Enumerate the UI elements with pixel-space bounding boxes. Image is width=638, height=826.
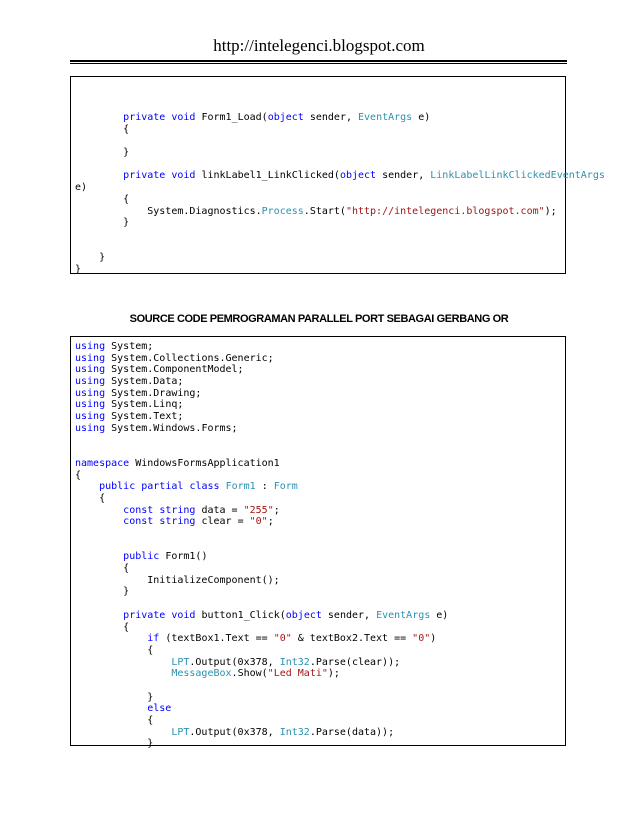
code-token: System.Linq; (105, 399, 184, 411)
code-token: using (75, 376, 106, 388)
code-token: Form (273, 481, 298, 493)
code-token: Process (261, 205, 304, 217)
code-token: class (189, 481, 220, 493)
code-token: System.Data; (105, 376, 184, 388)
code-token: } (75, 147, 130, 159)
code-token: } (75, 263, 82, 275)
code-line (75, 738, 448, 750)
code-line (75, 657, 448, 669)
code-token: InitializeComponent(); (75, 574, 280, 586)
code-box-parallel-port (70, 336, 566, 750)
code-line (75, 493, 448, 505)
code-line (75, 135, 605, 147)
code-token: WindowsFormsApplication1 (129, 457, 280, 469)
code-token: } (75, 738, 154, 750)
code-line (75, 668, 448, 680)
code-token: System; (105, 341, 154, 352)
code-token (75, 668, 171, 679)
code-token: ); (544, 205, 557, 217)
code-token: { (75, 469, 82, 481)
code-token: System.Windows.Forms; (105, 422, 238, 434)
code-token: .Output(0x378, (189, 656, 280, 668)
code-line (75, 692, 448, 704)
code-listing (75, 341, 448, 750)
code-line (75, 159, 605, 171)
code-line (75, 575, 448, 587)
code-token: object (267, 112, 304, 123)
code-token: } (75, 586, 130, 598)
code-token: .Output(0x378, (189, 726, 280, 738)
code-token: linkLabel1_LinkClicked( (195, 170, 340, 182)
code-token: "0" (412, 633, 431, 645)
code-line (75, 622, 448, 634)
code-line (75, 206, 605, 218)
code-token: Form1 (225, 481, 256, 493)
code-token: e) (75, 182, 88, 194)
code-token: "Led Mati" (267, 668, 328, 680)
code-token: string (159, 504, 196, 516)
code-token: object (285, 609, 322, 621)
code-token: { (75, 715, 154, 726)
code-token: MessageBox (171, 668, 232, 680)
code-token: System.Text; (105, 411, 184, 423)
code-token: else (147, 703, 172, 715)
code-token: System.Collections.Generic; (105, 352, 274, 364)
code-token (75, 703, 147, 714)
code-line (75, 727, 448, 739)
code-line (75, 481, 448, 493)
code-line (75, 540, 448, 552)
code-token (75, 112, 123, 123)
code-token: ); (327, 668, 340, 680)
code-line (75, 217, 605, 229)
code-token: Form1() (159, 551, 208, 563)
code-token: namespace (75, 457, 130, 469)
code-line (75, 112, 605, 124)
code-line (75, 264, 605, 276)
code-token: void (171, 170, 196, 182)
code-token: e) (430, 609, 449, 621)
code-line (75, 388, 448, 400)
code-line (75, 610, 448, 622)
code-token (75, 170, 123, 181)
code-token: using (75, 341, 106, 352)
code-token: Form1_Load( (195, 112, 268, 123)
code-token: "255" (243, 504, 274, 516)
code-token: .Parse(data)); (309, 726, 395, 738)
code-token: sender, (303, 112, 359, 123)
code-token: ; (267, 516, 274, 528)
section-title: SOURCE CODE PEMROGRAMAN PARALLEL PORT SEBAGAI GERBANG OR (129, 313, 509, 325)
code-token: .Parse(clear)); (309, 656, 401, 668)
code-token: System.Diagnostics. (75, 205, 262, 217)
code-token: using (75, 364, 106, 376)
code-token: using (75, 352, 106, 364)
code-token: sender, (321, 609, 377, 621)
code-token: { (75, 563, 130, 575)
page-header-url: http://intelegenci.blogspot.com (213, 36, 425, 55)
code-token: void (171, 112, 196, 123)
code-line (75, 341, 448, 353)
code-line (75, 516, 448, 528)
code-token: : (255, 481, 274, 493)
code-token: string (159, 516, 196, 528)
code-line (75, 505, 448, 517)
code-line (75, 411, 448, 423)
code-token: } (75, 217, 130, 229)
code-line (75, 703, 448, 715)
code-line (75, 680, 448, 692)
code-token: { (75, 193, 130, 205)
code-line (75, 551, 448, 563)
code-box-form-methods (70, 76, 605, 275)
code-line (75, 645, 448, 657)
code-token: ) (430, 633, 437, 645)
code-token: } (75, 252, 106, 264)
code-token: "http://intelegenci.blogspot.com" (345, 205, 545, 217)
header-rule-thick (70, 60, 567, 62)
code-token: { (75, 123, 130, 135)
code-token: const (123, 516, 154, 528)
code-token: private (123, 112, 166, 123)
code-token: using (75, 422, 106, 434)
code-token (75, 727, 171, 738)
code-token: (textBox1.Text == (159, 633, 274, 645)
code-token: System.ComponentModel; (105, 364, 244, 376)
code-token (75, 657, 171, 668)
code-line (75, 147, 605, 159)
code-token: "0" (273, 633, 292, 645)
code-token: const (123, 504, 154, 516)
code-line (75, 598, 448, 610)
code-line (75, 423, 448, 435)
code-token: LinkLabelLinkClickedEventArgs (430, 170, 605, 182)
code-token: { (75, 644, 154, 656)
code-token: object (339, 170, 377, 182)
code-token: public (123, 551, 160, 563)
code-token: "0" (249, 516, 268, 528)
code-line (75, 170, 605, 182)
code-line (75, 194, 605, 206)
code-token: partial (141, 481, 184, 493)
code-token: if (147, 633, 160, 645)
code-line (75, 715, 448, 727)
code-line (75, 528, 448, 540)
code-token (75, 505, 123, 516)
code-token: { (75, 492, 106, 504)
code-line (75, 399, 448, 411)
code-token: & textBox2.Text == (291, 633, 413, 645)
code-listing (75, 112, 605, 276)
header-rule-thin (70, 63, 567, 64)
code-token: Int32 (279, 656, 310, 668)
code-token: data = (195, 504, 244, 516)
code-token (75, 633, 147, 644)
code-token: private (123, 170, 166, 182)
code-line (75, 353, 448, 365)
code-line (75, 470, 448, 482)
code-line (75, 435, 448, 447)
code-token: { (75, 621, 130, 633)
code-token (75, 481, 99, 492)
code-token: using (75, 387, 106, 399)
code-token: LPT (171, 726, 190, 738)
code-token: EventArgs (376, 609, 431, 621)
code-token: e) (412, 112, 431, 123)
code-line (75, 586, 448, 598)
code-line (75, 376, 448, 388)
code-token: ; (273, 504, 280, 516)
code-token: sender, (376, 170, 431, 182)
code-line (75, 633, 448, 645)
code-token: System.Drawing; (105, 387, 202, 399)
code-token: LPT (171, 656, 190, 668)
code-token: void (171, 609, 196, 621)
code-line (75, 563, 448, 575)
code-token: using (75, 399, 106, 411)
code-token (75, 551, 123, 562)
code-line (75, 241, 605, 253)
code-line (75, 182, 605, 194)
code-line (75, 252, 605, 264)
code-token: private (123, 609, 166, 621)
code-token: } (75, 691, 154, 703)
code-token: EventArgs (358, 112, 413, 123)
code-line (75, 446, 448, 458)
code-token: using (75, 411, 106, 423)
code-line (75, 124, 605, 136)
code-token (75, 516, 123, 527)
code-token: public (99, 481, 136, 493)
code-token: button1_Click( (195, 609, 286, 621)
code-token: Int32 (279, 726, 310, 738)
code-token (75, 610, 123, 621)
code-line (75, 364, 448, 376)
code-line (75, 458, 448, 470)
code-line (75, 229, 605, 241)
code-token: clear = (195, 516, 250, 528)
code-token: .Start( (303, 205, 346, 217)
code-token: .Show( (231, 668, 268, 680)
